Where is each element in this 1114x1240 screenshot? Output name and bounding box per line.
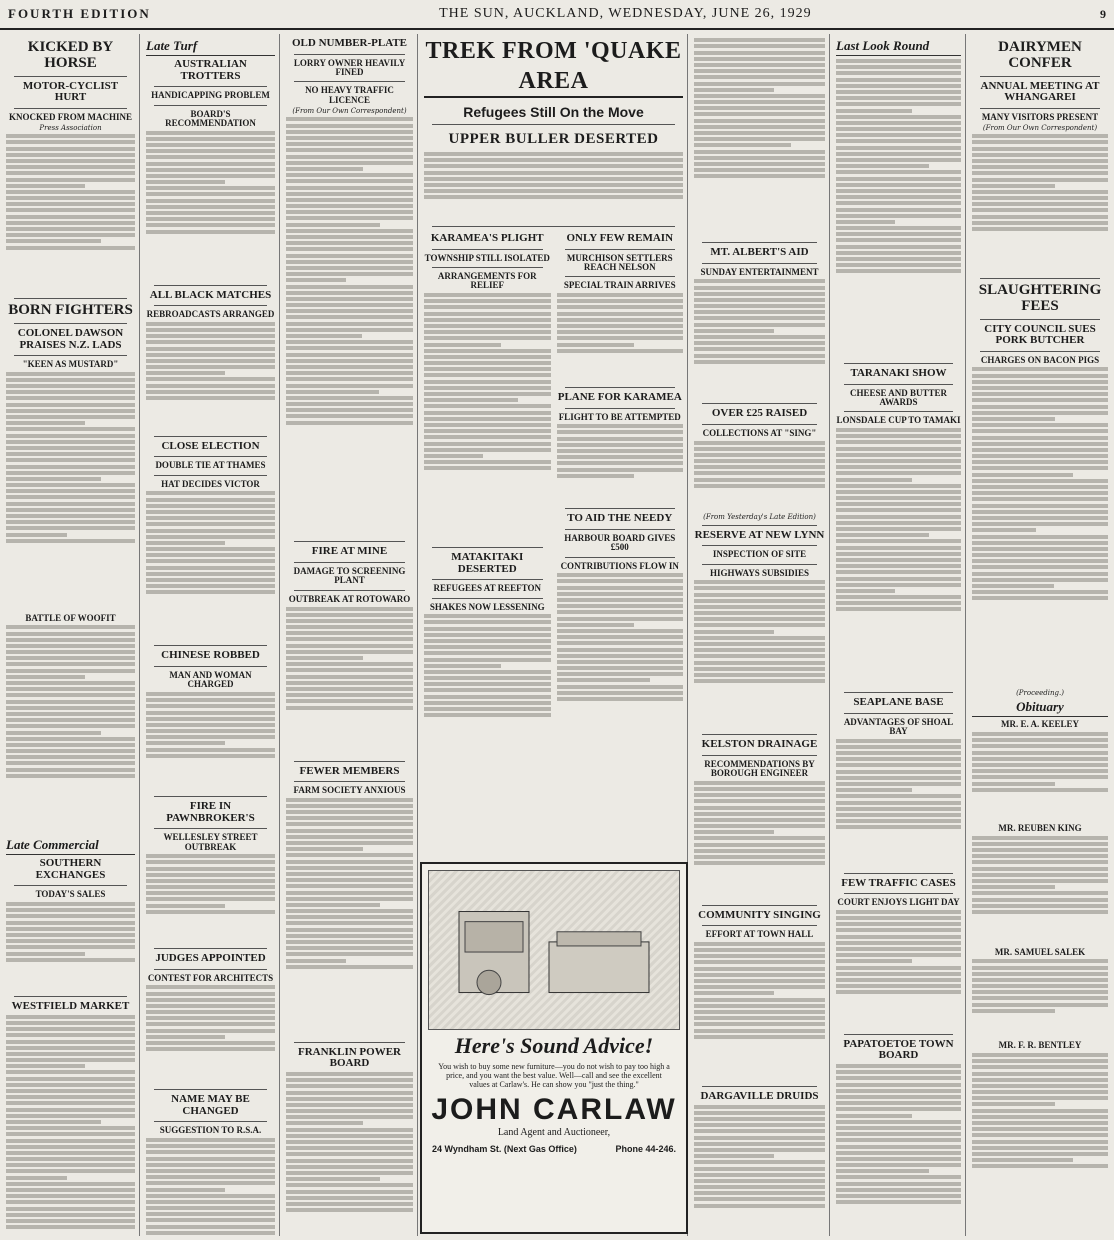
headline-chinese: CHINESE ROBBED bbox=[161, 649, 260, 662]
headline-over: OVER £25 RAISED bbox=[711, 407, 808, 420]
article-text bbox=[286, 798, 413, 1038]
subhead-knocked: KNOCKED FROM MACHINE bbox=[9, 111, 132, 122]
subhead-township: TOWNSHIP STILL ISOLATED bbox=[424, 252, 550, 263]
article-text bbox=[6, 372, 135, 612]
headline-judges: JUDGES APPOINTED bbox=[155, 952, 266, 965]
ad-company-name: JOHN CARLAW bbox=[431, 1093, 677, 1126]
article-text bbox=[286, 117, 413, 537]
headline-slaughter: SLAUGHTERING FEES bbox=[978, 282, 1102, 314]
headline-dairymen: DAIRYMEN CONFER bbox=[998, 39, 1082, 71]
subhead-relief: ARRANGEMENTS FOR RELIEF bbox=[437, 270, 537, 291]
headline-westfield: WESTFIELD MARKET bbox=[11, 1000, 130, 1013]
center-left-subcolumn bbox=[424, 231, 551, 764]
ad-phone: Phone 44-246. bbox=[615, 1144, 676, 1154]
carlaw-advertisement bbox=[420, 862, 688, 1234]
obit-keeley: MR. E. A. KEELEY bbox=[1000, 719, 1079, 730]
subhead-harbour: HARBOUR BOARD GIVES £500 bbox=[564, 532, 676, 553]
subhead-double: DOUBLE TIE AT THAMES bbox=[155, 460, 266, 471]
ad-copy: You wish to buy some new furniture—you do not wish to pay too high a price, and you want the best value. Well—call and see the excellent values at Carlaw's. He can show you "just the thing." bbox=[438, 1062, 670, 1089]
headline-franklin: FRANKLIN POWER BOARD bbox=[298, 1045, 401, 1070]
subhead-contest: CONTEST FOR ARCHITECTS bbox=[147, 972, 274, 983]
headline-close: CLOSE ELECTION bbox=[161, 439, 260, 452]
headline-seaplane: SEAPLANE BASE bbox=[853, 696, 944, 709]
article-text bbox=[972, 836, 1108, 946]
article-text bbox=[6, 1015, 135, 1236]
subhead-effort: EFFORT AT TOWN HALL bbox=[705, 929, 814, 940]
masthead bbox=[0, 0, 1114, 30]
headline-dargaville: DARGAVILLE DRUIDS bbox=[700, 1089, 819, 1102]
article-text bbox=[146, 854, 275, 944]
section-commercial: Late Commercial bbox=[6, 837, 135, 855]
subhead-recs: RECOMMENDATIONS BY BOROUGH ENGINEER bbox=[704, 758, 815, 779]
section-obituary: Obituary bbox=[972, 699, 1108, 717]
page-number: 9 bbox=[1100, 6, 1106, 21]
ad-role: Land Agent and Auctioneer, bbox=[497, 1127, 611, 1138]
headline-traffic: FEW TRAFFIC CASES bbox=[841, 876, 956, 889]
subhead-inspection: INSPECTION OF SITE bbox=[712, 549, 807, 560]
column-3 bbox=[282, 34, 418, 1236]
headline-firemine: FIRE AT MINE bbox=[311, 545, 388, 558]
byline: Press Association bbox=[39, 124, 102, 133]
subhead-charges: CHARGES ON BACON PIGS bbox=[980, 354, 1100, 365]
edition-label: FOURTH EDITION bbox=[8, 6, 151, 21]
article-text bbox=[146, 985, 275, 1085]
subhead-flight: FLIGHT TO BE ATTEMPTED bbox=[558, 411, 681, 422]
article-text bbox=[557, 573, 684, 753]
headline-name: NAME MAY BE CHANGED bbox=[171, 1093, 250, 1117]
subhead-motor: MOTOR-CYCLIST HURT bbox=[22, 79, 119, 104]
banner-headline: TREK FROM 'QUAKE AREA bbox=[424, 36, 683, 98]
obit-king: MR. REUBEN KING bbox=[998, 823, 1082, 834]
newspaper-title: THE SUN, AUCKLAND, WEDNESDAY, JUNE 26, 1929 bbox=[439, 6, 812, 21]
article-text bbox=[836, 739, 961, 869]
section-turf: Late Turf bbox=[146, 38, 275, 56]
article-text bbox=[694, 1105, 825, 1236]
article-text bbox=[424, 614, 551, 764]
subhead-dawson: COLONEL DAWSON PRAISES N.Z. LADS bbox=[17, 326, 124, 351]
ad-address: 24 Wyndham St. (Next Gas Office) bbox=[432, 1144, 577, 1154]
column-6 bbox=[832, 34, 966, 1236]
headline-reserve: RESERVE AT NEW LYNN bbox=[694, 528, 825, 541]
headline-matakitaki: MATAKITAKI DESERTED bbox=[451, 551, 524, 575]
subhead-annual: ANNUAL MEETING AT WHANGAREI bbox=[980, 79, 1100, 104]
headline-allblack: ALL BLACK MATCHES bbox=[149, 288, 272, 301]
article-text bbox=[146, 131, 275, 281]
article-text bbox=[557, 424, 684, 504]
headline-born: BORN FIGHTERS bbox=[8, 302, 133, 319]
headline-plane: PLANE FOR KARAMEA bbox=[557, 391, 682, 404]
subhead-refugees: REFUGEES AT REEFTON bbox=[433, 583, 542, 594]
article-text bbox=[6, 625, 135, 835]
subhead-court: COURT ENJOYS LIGHT DAY bbox=[837, 897, 960, 908]
byline: (From Our Own Correspondent) bbox=[292, 107, 407, 116]
article-text bbox=[6, 902, 135, 992]
headline-aid: TO AID THE NEEDY bbox=[567, 512, 673, 525]
obit-salek: MR. SAMUEL SALEK bbox=[994, 946, 1086, 957]
subhead-upper-buller: UPPER BULLER DESERTED bbox=[448, 131, 659, 147]
lead-paragraph bbox=[424, 152, 683, 222]
banner-subhead: Refugees Still On the Move bbox=[463, 104, 644, 120]
subhead-hat: HAT DECIDES VICTOR bbox=[161, 478, 260, 489]
center-subcolumns bbox=[424, 231, 683, 764]
article-text bbox=[6, 134, 135, 294]
article-text bbox=[972, 959, 1108, 1039]
furniture-illustration bbox=[428, 870, 680, 1030]
section-lastlook: Last Look Round bbox=[836, 38, 961, 56]
headline-taranaki: TARANAKI SHOW bbox=[850, 367, 947, 379]
subhead-damage: DAMAGE TO SCREENING PLANT bbox=[293, 566, 406, 586]
center-right-subcolumn bbox=[557, 231, 684, 764]
obit-bentley: MR. F. R. BENTLEY bbox=[998, 1040, 1082, 1051]
subhead-battle: BATTLE OF WOOFIT bbox=[25, 612, 116, 623]
article-text bbox=[694, 580, 825, 730]
column-7 bbox=[968, 34, 1112, 1236]
article-text bbox=[694, 279, 825, 399]
proceeding-note: (Proceeding.) bbox=[1016, 689, 1064, 698]
ad-slogan: Here's Sound Advice! bbox=[454, 1033, 654, 1058]
subhead-licence: NO HEAVY TRAFFIC LICENCE bbox=[305, 85, 394, 105]
column-5 bbox=[690, 34, 830, 1236]
article-text bbox=[286, 607, 413, 757]
article-text bbox=[286, 1072, 413, 1236]
headline-only-few: ONLY FEW REMAIN bbox=[566, 232, 674, 244]
article-text bbox=[424, 293, 551, 543]
article-text bbox=[694, 942, 825, 1082]
subhead-sunday: SUNDAY ENTERTAINMENT bbox=[700, 266, 819, 277]
article-text bbox=[146, 1138, 275, 1236]
headline-southern: SOUTHERN EXCHANGES bbox=[35, 857, 106, 881]
subhead-contrib: CONTRIBUTIONS FLOW IN bbox=[560, 560, 679, 571]
headline-plate: OLD NUMBER-PLATE bbox=[292, 37, 407, 49]
article-text bbox=[972, 1053, 1108, 1213]
headline-mtalbert: MT. ALBERT'S AID bbox=[710, 246, 809, 259]
headline-community: COMMUNITY SINGING bbox=[698, 908, 821, 921]
article-text bbox=[146, 491, 275, 641]
article-text bbox=[146, 692, 275, 792]
article-text bbox=[836, 428, 961, 688]
subhead-suggest: SUGGESTION TO R.S.A. bbox=[159, 1125, 262, 1136]
late-edition-note: (From Yesterday's Late Edition) bbox=[703, 512, 816, 521]
column-2 bbox=[142, 34, 280, 1236]
byline: (From Our Own Correspondent) bbox=[982, 124, 1098, 133]
subhead-highways: HIGHWAYS SUBSIDIES bbox=[710, 567, 809, 578]
article-text bbox=[694, 441, 825, 511]
subhead-man: MAN AND WOMAN CHARGED bbox=[169, 669, 252, 690]
headline-trotters: AUSTRALIAN TROTTERS bbox=[174, 58, 247, 82]
headline-papatoetoe: PAPATOETOE TOWN BOARD bbox=[843, 1037, 954, 1062]
article-text bbox=[836, 1064, 961, 1236]
column-1 bbox=[2, 34, 140, 1236]
headline-kicked: KICKED BY HORSE bbox=[27, 39, 114, 71]
article-text bbox=[972, 367, 1108, 687]
subhead-cheese: CHEESE AND BUTTER AWARDS bbox=[849, 387, 948, 407]
headline-fewer: FEWER MEMBERS bbox=[299, 764, 400, 777]
subhead-lorry: LORRY OWNER HEAVILY FINED bbox=[293, 57, 406, 77]
ad-address-line bbox=[432, 1144, 676, 1154]
article-text bbox=[694, 38, 825, 238]
article-text bbox=[146, 322, 275, 432]
article-text bbox=[972, 134, 1108, 274]
headline-karamea: KARAMEA'S PLIGHT bbox=[430, 232, 544, 244]
article-text bbox=[836, 910, 961, 1030]
subhead-rebroad: REBROADCASTS ARRANGED bbox=[146, 309, 275, 320]
article-text bbox=[557, 293, 684, 383]
subhead-handicap: HANDICAPPING PROBLEM bbox=[151, 90, 270, 101]
article-text bbox=[836, 59, 961, 359]
subhead-shakes: SHAKES NOW LESSENING bbox=[429, 601, 545, 612]
subhead-today: TODAY'S SALES bbox=[35, 889, 106, 900]
subhead-keen: "KEEN AS MUSTARD" bbox=[22, 359, 119, 370]
subhead-lonsdale: LONSDALE CUP TO TAMAKI bbox=[836, 415, 961, 426]
subhead-murchison: MURCHISON SETTLERS REACH NELSON bbox=[566, 252, 673, 272]
article-text bbox=[694, 781, 825, 901]
headline-kelston: KELSTON DRAINAGE bbox=[701, 738, 818, 751]
subhead-farm: FARM SOCIETY ANXIOUS bbox=[293, 785, 406, 796]
article-text bbox=[972, 732, 1108, 822]
subhead-rotowaro: OUTBREAK AT ROTOWARO bbox=[288, 593, 411, 604]
subhead-collections: COLLECTIONS AT "SING" bbox=[702, 427, 817, 438]
subhead-visitors: MANY VISITORS PRESENT bbox=[981, 111, 1099, 122]
subhead-board: BOARD'S RECOMMENDATION bbox=[165, 108, 256, 128]
subhead-advantages: ADVANTAGES OF SHOAL BAY bbox=[843, 716, 954, 737]
subhead-wellesley: WELLESLEY STREET OUTBREAK bbox=[163, 832, 258, 852]
subhead-city: CITY COUNCIL SUES PORK BUTCHER bbox=[984, 322, 1096, 347]
headline-fire-pawn: FIRE IN PAWNBROKER'S bbox=[166, 799, 255, 824]
subhead-special: SPECIAL TRAIN ARRIVES bbox=[563, 280, 676, 291]
